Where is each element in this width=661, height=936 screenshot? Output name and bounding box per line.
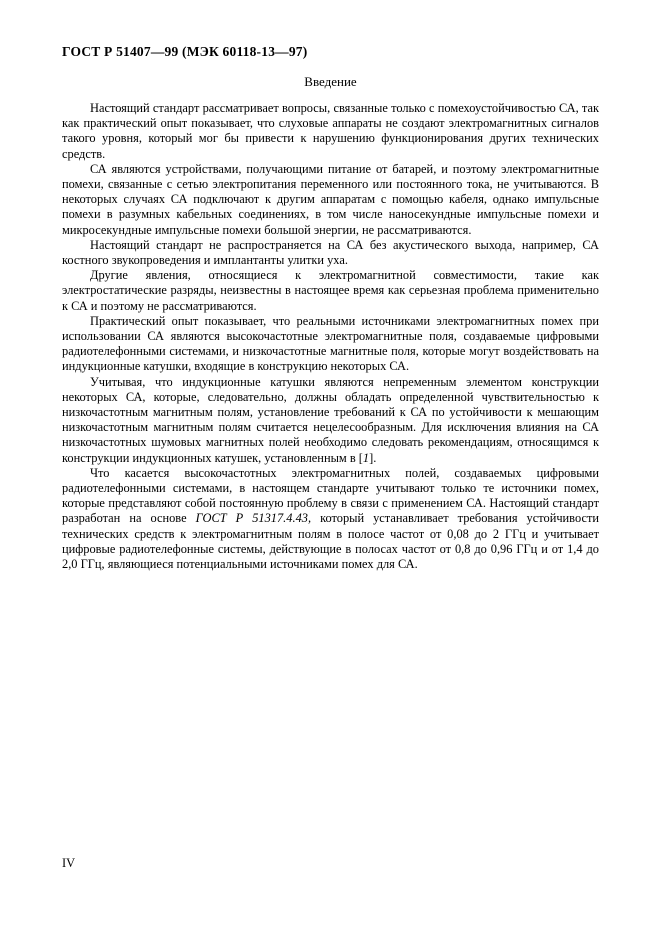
paragraph bbox=[62, 162, 599, 238]
paragraph bbox=[62, 314, 599, 375]
paragraph bbox=[62, 268, 599, 314]
paragraph bbox=[62, 238, 599, 268]
paragraph-text: СА являются устройствами, получающими питание от батарей, и поэтому электромагнитные помехи, связанные с сетью электропитания переменного или постоянного тока, не учитываются. В некоторых случаях СА подключают к другим аппаратам с помощью кабеля, однако импульсные помехи в разумных кабельных соединениях, в том числе наносекундные импульсные помехи и микросекундные импульсные помехи большой энергии, не рассматриваются. bbox=[62, 161, 599, 237]
paragraph-text: Что касается высокочастотных электромагнитных полей, создаваемых цифровыми радиотелефонными системами, в настоящем стандарте учитывают только те источники помех, которые представляют собой постоянную проблему в связи с применением СА. Настоящий стандарт разработан на основе bbox=[62, 465, 599, 526]
page-number: IV bbox=[62, 856, 76, 870]
paragraph-text: Практический опыт показывает, что реальными источниками электромагнитных помех при использовании СА являются высокочастотные электромагнитные поля, создаваемые цифровыми радиотелефонными системами, и низкочастотные магнитные поля, которые могут воздействовать на индукционные катушки, входящие в конструкцию некоторых СА. bbox=[62, 313, 599, 374]
paragraph-text: Настоящий стандарт не распространяется на СА без акустического выхода, например, СА костного звукопроведения и имплантанты улитки уха. bbox=[62, 237, 599, 268]
paragraph-text: Учитывая, что индукционные катушки являются непременным элементом конструкции некоторых СА, которые, следовательно, должны обладать определенной чувствительностью к низкочастотным магнитным полям, установление требований к СА по устойчивости к мешающим низкочастотным магнитным полям считается нецелесообразным. Для исключения влияния на СА низкочастотных шумовых магнитных полей необходимо следовать рекомендациям, относящимся к конструкции индукционных катушек, установленным в [ bbox=[62, 374, 599, 465]
document-header: ГОСТ Р 51407—99 (МЭК 60118-13—97) bbox=[62, 44, 308, 59]
document-body bbox=[62, 74, 599, 572]
page-title: Введение bbox=[304, 74, 357, 89]
paragraph bbox=[62, 375, 599, 466]
paragraph-emphasis: ГОСТ Р 51317.4.43, bbox=[195, 511, 312, 526]
paragraph-list bbox=[62, 101, 599, 572]
paragraph-text: Другие явления, относящиеся к электромагнитной совместимости, такие как электростатические разряды, неизвестны в настоящее время как серьезная проблема применительно к СА и поэтому не рассматриваются. bbox=[62, 268, 599, 313]
paragraph bbox=[62, 101, 599, 162]
paragraph-text: который устанавливает требования устойчивости технических средств к электромагнитным полям в полосе частот от 0,08 до 2 ГГц и учитывает цифровые радиотелефонные системы, действующие в полосах частот от 0,8 до 0,96 ГГц и от 1,4 до 2,0 ГГц, являющиеся потенциальными источниками помех для СА. bbox=[62, 511, 599, 572]
paragraph bbox=[62, 466, 599, 572]
paragraph-text: Настоящий стандарт рассматривает вопросы, связанные только с помехоустойчивостью СА, так как практический опыт показывает, что слуховые аппараты не создают электромагнитных сигналов такого уровня, который мог бы привести к нарушению функционирования других технических средств. bbox=[62, 101, 599, 161]
paragraph-emphasis: 1 bbox=[362, 450, 370, 465]
paragraph-text: ]. bbox=[369, 450, 377, 465]
